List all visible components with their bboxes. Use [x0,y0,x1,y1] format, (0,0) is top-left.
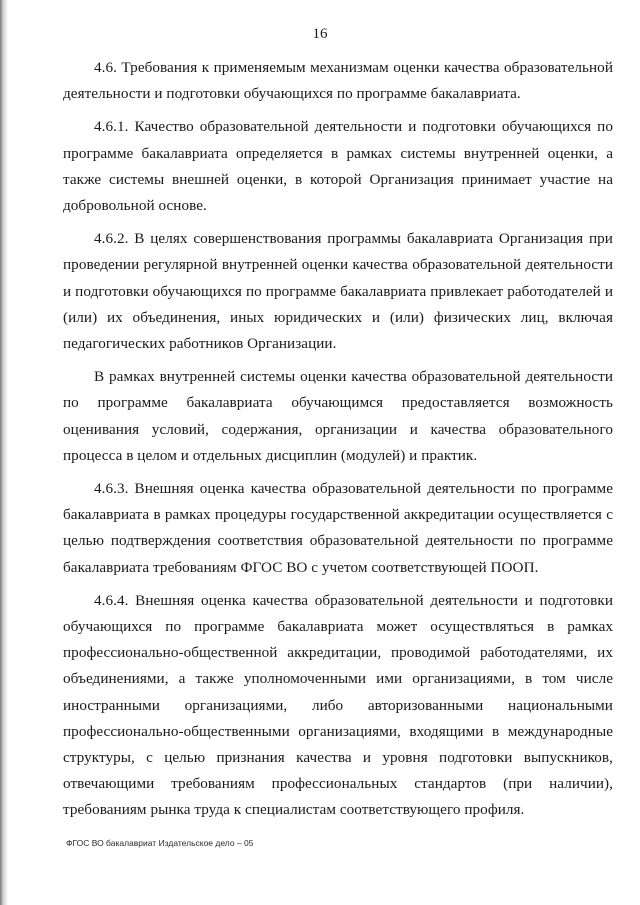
paragraph-4-6-1: 4.6.1. Качество образовательной деятельности и подготовки обучающихся по программе бакалавриата определяется в рамках системы внутренней оценки, а также системы внешней оценки, в которой Организация принимает участие на добровольной основе. [63,118,613,215]
paragraph-internal-assessment: В рамках внутренней системы оценки качества образовательной деятельности по программе бакалавриата обучающимся предоставляется возможность оценивания условий, содержания, организации и качества образовательного процесса в целом и отдельных дисциплин (модулей) и практик. [63,368,613,464]
paragraph-4-6-2: 4.6.2. В целях совершенствования программы бакалавриата Организация при проведении регулярной внутренней оценки качества образовательной деятельности и подготовки обучающихся по программе бакалавриата привлекает работодателей и (или) их объединения, иных юридических и (или) физических лиц, включая педагогических работников Организации. [63,230,613,353]
page-number: 16 [312,26,328,42]
page-footer: ФГОС ВО бакалавриат Издательское дело – 05 [66,838,254,848]
document-body [63,55,613,831]
paragraph-4-6-4: 4.6.4. Внешняя оценка качества образовательной деятельности и подготовки обучающихся по программе бакалавриата может осуществляться в рамках профессионально-общественной аккредитации, проводимой работодателями, их объединениями, а также уполномоченными ими организациями, в том числе иностранными организациями, либо авторизованными национальными профессионально-общественными организациями, входящими в международные структуры, с целью признания качества и уровня подготовки выпускников, отвечающими требованиям профессиональных стандартов (при наличии), требованиям рынка труда к специалистам соответствующего профиля. [63,591,613,819]
scan-binding-shadow [0,0,8,905]
section-heading-4-6: 4.6. Требования к применяемым механизмам оценки качества образовательной деятельности и подготовки обучающихся по программе бакалавриата. [63,59,613,103]
paragraph-4-6-3: 4.6.3. Внешняя оценка качества образовательной деятельности по программе бакалавриата в рамках процедуры государственной аккредитации осуществляется с целью подтверждения соответствия образовательной деятельности по программе бакалавриата требованиям ФГОС ВО с учетом соответствующей ПООП. [63,480,613,576]
